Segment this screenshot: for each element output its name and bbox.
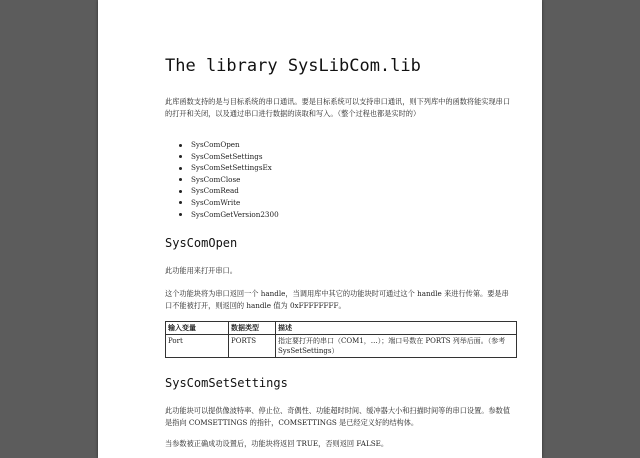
table-cell: Port xyxy=(166,335,229,358)
table-cell: PORTS xyxy=(229,335,276,358)
table-header-cell: 描述 xyxy=(276,322,517,335)
list-item: SysComSetSettings xyxy=(179,151,279,163)
section-heading-syscomsetsettings: SysComSetSettings xyxy=(165,376,288,390)
list-item: SysComClose xyxy=(179,174,279,186)
section-description: 此功能用来打开串口。 xyxy=(165,266,237,275)
table-header-cell: 输入变量 xyxy=(166,322,229,335)
table-row xyxy=(166,335,517,358)
section-heading-syscomopen: SysComOpen xyxy=(165,236,238,250)
document-page xyxy=(98,0,542,458)
page-title: The library SysLibCom.lib xyxy=(165,56,421,76)
list-item: SysComWrite xyxy=(179,197,279,209)
table-header-cell: 数据类型 xyxy=(229,322,276,335)
table-header-row xyxy=(166,322,517,335)
function-list xyxy=(179,139,279,220)
list-item: SysComOpen xyxy=(179,139,279,151)
list-item: SysComGetVersion2300 xyxy=(179,209,279,221)
list-item: SysComRead xyxy=(179,185,279,197)
parameter-table xyxy=(165,321,517,358)
list-item: SysComSetSettingsEx xyxy=(179,162,279,174)
section-detail: 当参数被正确成功设置后，功能块将返回 TRUE，否则返回 FALSE。 xyxy=(165,439,389,448)
intro-paragraph: 此库函数支持的是与目标系统的串口通讯。要是目标系统可以支持串口通讯，则下列库中的函数将能实现串口的打开和关闭，以及通过串口进行数据的读取和写入。（整个过程也都是实时的） xyxy=(165,97,511,118)
section-detail: 这个功能块将为串口返回一个 handle，当调用库中其它的功能块时可通过这个 handle 来进行传第。要是串口不能被打开，则返回的 handle 值为 0xFFFFFFFF。 xyxy=(165,289,509,310)
section-description: 此功能块可以提供像波特率、停止位、奇偶性、功能超时时间、缓冲器大小和扫描时间等的串口设置。参数值是指向 COMSETTINGS 的指针，COMSETTINGS 是已经定义好的结构体。 xyxy=(165,406,511,427)
table-cell: 指定要打开的串口（COM1，…）；端口号数在 PORTS 列举后面。（参考 SysSetSettings） xyxy=(276,335,517,358)
